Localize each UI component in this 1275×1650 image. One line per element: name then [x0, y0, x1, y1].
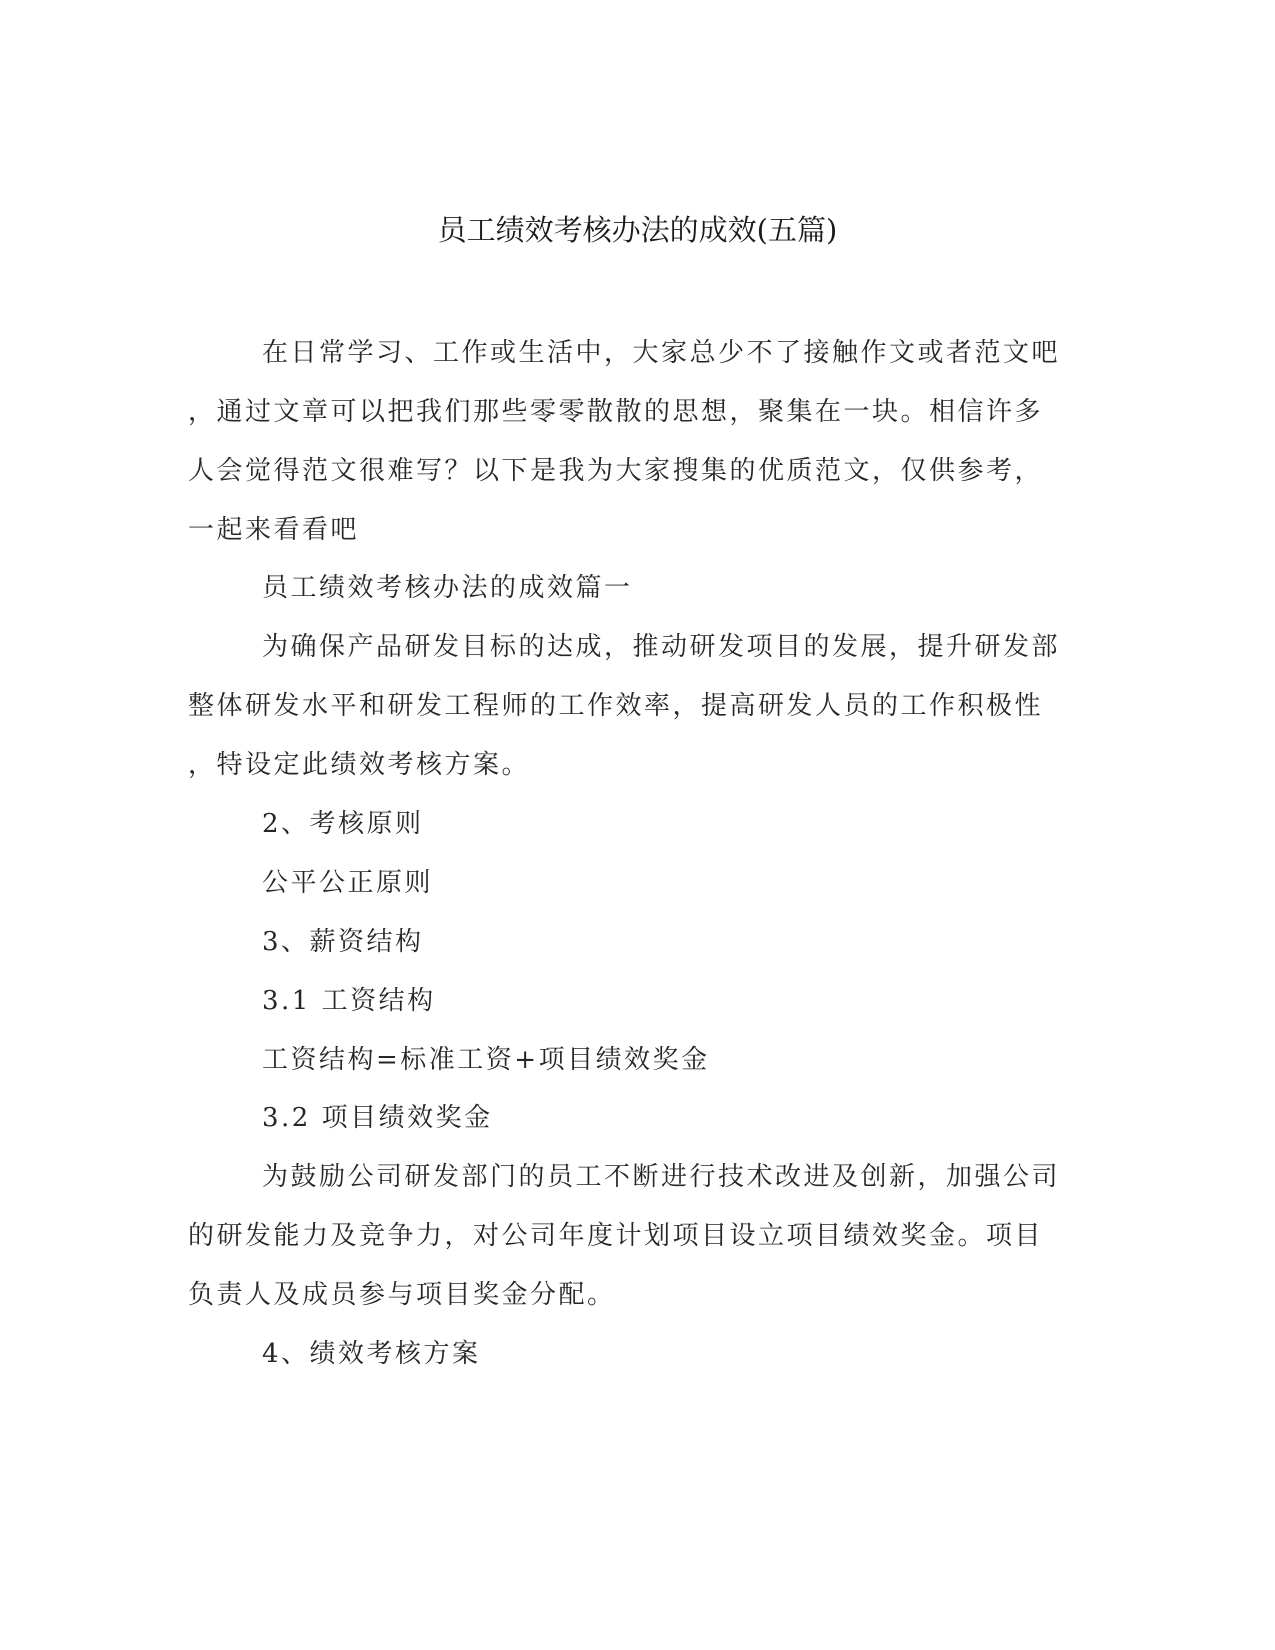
subheading-appraisal-plan: 4、绩效考核方案	[262, 1339, 481, 1369]
purpose-paragraph-line-1: 为确保产品研发目标的达成，推动研发项目的发展，提升研发部	[262, 632, 1061, 662]
intro-paragraph-line-1: 在日常学习、工作或生活中，大家总少不了接触作文或者范文吧	[262, 338, 1061, 368]
document-title: 员工绩效考核办法的成效(五篇)	[437, 213, 838, 247]
intro-paragraph-line-4: 一起来看看吧	[188, 515, 360, 545]
subheading-project-bonus: 3.2 项目绩效奖金	[262, 1103, 493, 1133]
intro-paragraph-line-2: ，通过文章可以把我们那些零零散散的思想，聚集在一块。相信许多	[188, 397, 1044, 427]
bonus-paragraph-line-1: 为鼓励公司研发部门的员工不断进行技术改进及创新，加强公司	[262, 1162, 1061, 1192]
intro-paragraph-line-3: 人会觉得范文很难写？以下是我为大家搜集的优质范文，仅供参考，	[188, 456, 1044, 486]
subheading-principles: 2、考核原则	[262, 809, 424, 839]
principle-text: 公平公正原则	[262, 868, 434, 898]
bonus-paragraph-line-2: 的研发能力及竞争力，对公司年度计划项目设立项目绩效奖金。项目	[188, 1221, 1044, 1251]
subheading-wage-structure: 3.1 工资结构	[262, 986, 436, 1016]
purpose-paragraph-line-2: 整体研发水平和研发工程师的工作效率，提高研发人员的工作积极性	[188, 691, 1044, 721]
purpose-paragraph-line-3: ，特设定此绩效考核方案。	[188, 750, 531, 780]
wage-formula: 工资结构=标准工资+项目绩效奖金	[262, 1045, 710, 1075]
section-heading: 员工绩效考核办法的成效篇一	[262, 573, 633, 603]
bonus-paragraph-line-3: 负责人及成员参与项目奖金分配。	[188, 1280, 616, 1310]
subheading-salary-structure: 3、薪资结构	[262, 927, 424, 957]
